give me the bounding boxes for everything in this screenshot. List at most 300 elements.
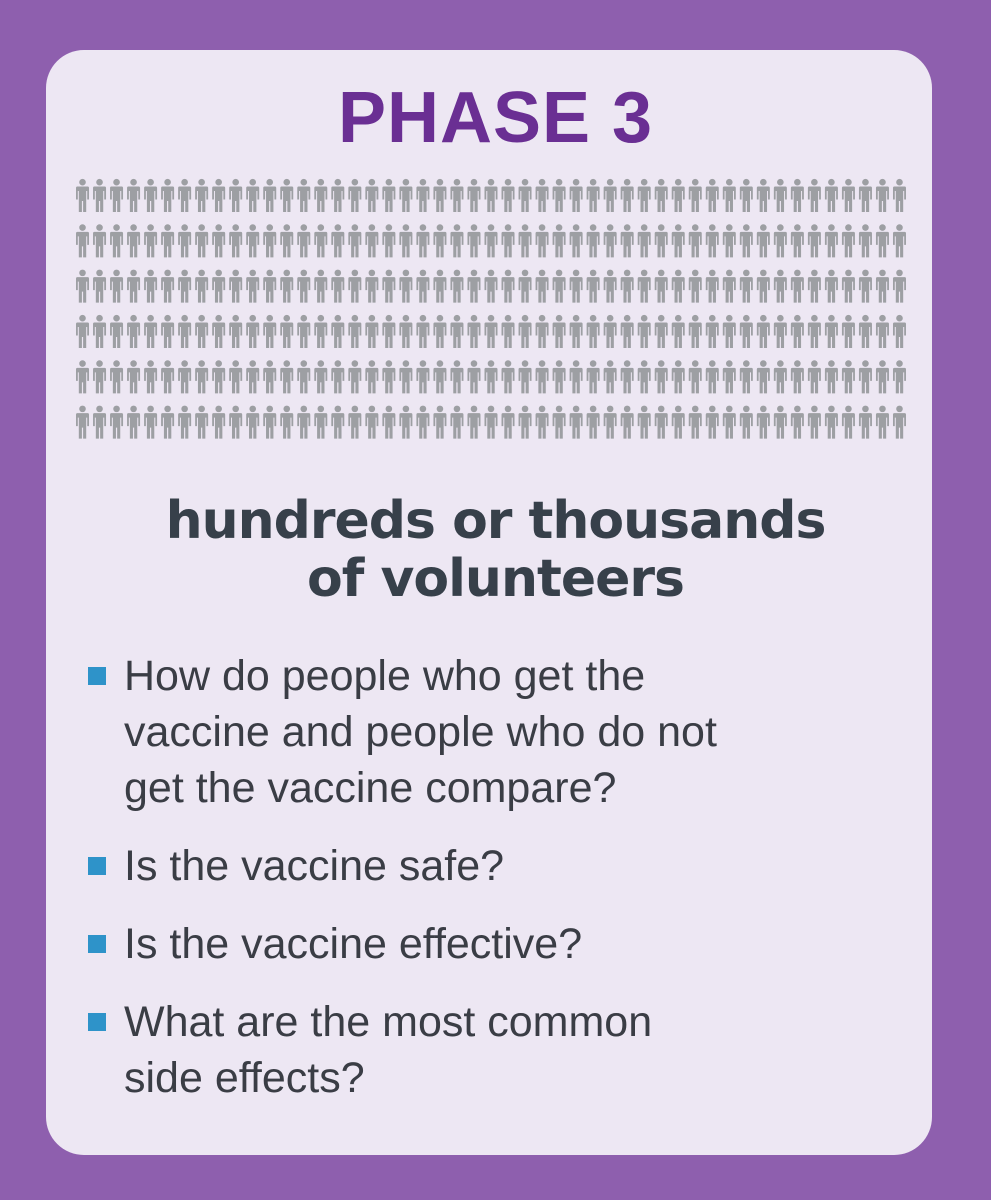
person-icon bbox=[110, 315, 123, 348]
person-icon bbox=[280, 270, 293, 303]
person-icon bbox=[638, 224, 651, 257]
person-icon bbox=[842, 179, 855, 212]
person-icon bbox=[382, 406, 395, 439]
person-icon bbox=[229, 270, 242, 303]
person-icon bbox=[553, 406, 566, 439]
person-icon bbox=[570, 179, 583, 212]
person-icon bbox=[144, 224, 157, 257]
person-icon bbox=[433, 315, 446, 348]
person-icon bbox=[212, 315, 225, 348]
square-bullet-icon bbox=[88, 935, 106, 953]
person-icon bbox=[519, 360, 532, 393]
person-icon bbox=[893, 406, 906, 439]
person-icon bbox=[416, 270, 429, 303]
person-icon bbox=[655, 179, 668, 212]
question-text-line: get the vaccine compare? bbox=[124, 764, 617, 812]
person-icon bbox=[740, 270, 753, 303]
person-icon bbox=[638, 406, 651, 439]
person-icon bbox=[263, 270, 276, 303]
person-icon bbox=[553, 179, 566, 212]
person-icon bbox=[825, 315, 838, 348]
person-icon bbox=[110, 270, 123, 303]
person-icon bbox=[331, 406, 344, 439]
person-icon bbox=[757, 360, 770, 393]
person-icon bbox=[706, 270, 719, 303]
person-icon bbox=[110, 224, 123, 257]
person-icon bbox=[757, 179, 770, 212]
person-icon bbox=[144, 360, 157, 393]
person-icon bbox=[399, 315, 412, 348]
square-bullet-icon bbox=[88, 1013, 106, 1031]
person-icon bbox=[382, 360, 395, 393]
person-icon bbox=[655, 360, 668, 393]
person-icon bbox=[399, 406, 412, 439]
person-icon bbox=[825, 406, 838, 439]
person-icon bbox=[621, 270, 634, 303]
person-icon bbox=[450, 270, 463, 303]
person-icon bbox=[757, 224, 770, 257]
person-icon bbox=[280, 315, 293, 348]
person-icon bbox=[519, 224, 532, 257]
person-icon bbox=[740, 406, 753, 439]
person-icon bbox=[587, 224, 600, 257]
person-icon bbox=[365, 224, 378, 257]
question-text-line: Is the vaccine safe? bbox=[124, 842, 505, 890]
person-icon bbox=[621, 179, 634, 212]
question-item bbox=[86, 994, 916, 1106]
person-icon bbox=[144, 315, 157, 348]
person-icon bbox=[825, 224, 838, 257]
person-icon bbox=[93, 315, 106, 348]
person-icon bbox=[195, 360, 208, 393]
person-icon bbox=[859, 224, 872, 257]
person-icon bbox=[195, 270, 208, 303]
person-icon bbox=[280, 360, 293, 393]
person-icon bbox=[280, 179, 293, 212]
person-icon bbox=[246, 315, 259, 348]
person-icon bbox=[297, 179, 310, 212]
person-icon bbox=[570, 360, 583, 393]
person-icon bbox=[195, 224, 208, 257]
person-icon bbox=[93, 360, 106, 393]
person-icon bbox=[774, 406, 787, 439]
person-icon bbox=[467, 179, 480, 212]
person-icon bbox=[859, 179, 872, 212]
person-icon bbox=[536, 360, 549, 393]
person-icon bbox=[485, 315, 498, 348]
person-icon bbox=[587, 315, 600, 348]
person-icon bbox=[638, 179, 651, 212]
person-icon bbox=[689, 315, 702, 348]
person-icon bbox=[502, 224, 515, 257]
person-icon bbox=[467, 406, 480, 439]
person-icon bbox=[314, 179, 327, 212]
person-icon bbox=[757, 406, 770, 439]
person-icon bbox=[195, 179, 208, 212]
person-icon bbox=[893, 360, 906, 393]
person-icon bbox=[178, 315, 191, 348]
person-icon bbox=[740, 179, 753, 212]
person-icon bbox=[502, 315, 515, 348]
person-icon bbox=[331, 224, 344, 257]
person-icon bbox=[348, 179, 361, 212]
person-icon bbox=[450, 315, 463, 348]
person-icon bbox=[604, 315, 617, 348]
person-icon bbox=[110, 406, 123, 439]
person-icon bbox=[263, 224, 276, 257]
person-icon bbox=[604, 406, 617, 439]
person-icon bbox=[621, 360, 634, 393]
person-icon bbox=[536, 179, 549, 212]
people-grid-svg bbox=[74, 173, 908, 445]
square-bullet-icon bbox=[88, 857, 106, 875]
person-icon bbox=[893, 270, 906, 303]
person-icon bbox=[229, 315, 242, 348]
person-icon bbox=[536, 224, 549, 257]
person-icon bbox=[723, 315, 736, 348]
person-icon bbox=[655, 224, 668, 257]
person-icon bbox=[229, 360, 242, 393]
person-icon bbox=[297, 315, 310, 348]
person-icon bbox=[314, 315, 327, 348]
person-icon bbox=[621, 224, 634, 257]
person-icon bbox=[774, 315, 787, 348]
person-icon bbox=[689, 360, 702, 393]
person-icon bbox=[93, 224, 106, 257]
person-icon bbox=[893, 179, 906, 212]
person-icon bbox=[93, 179, 106, 212]
person-icon bbox=[314, 224, 327, 257]
person-icon bbox=[76, 224, 89, 257]
person-icon bbox=[161, 224, 174, 257]
person-icon bbox=[212, 179, 225, 212]
person-icon bbox=[246, 406, 259, 439]
person-icon bbox=[450, 179, 463, 212]
person-icon bbox=[723, 179, 736, 212]
person-icon bbox=[246, 179, 259, 212]
person-icon bbox=[178, 179, 191, 212]
person-icon bbox=[706, 315, 719, 348]
person-icon bbox=[876, 179, 889, 212]
person-icon bbox=[723, 224, 736, 257]
person-icon bbox=[791, 224, 804, 257]
person-icon bbox=[655, 406, 668, 439]
person-icon bbox=[93, 406, 106, 439]
person-icon bbox=[485, 179, 498, 212]
person-icon bbox=[467, 315, 480, 348]
person-icon bbox=[127, 179, 140, 212]
person-icon bbox=[519, 406, 532, 439]
person-icon bbox=[246, 360, 259, 393]
person-icon bbox=[621, 406, 634, 439]
person-icon bbox=[331, 270, 344, 303]
person-icon bbox=[587, 360, 600, 393]
person-icon bbox=[416, 406, 429, 439]
person-icon bbox=[297, 224, 310, 257]
person-icon bbox=[297, 360, 310, 393]
person-icon bbox=[416, 360, 429, 393]
person-icon bbox=[314, 270, 327, 303]
person-icon bbox=[365, 406, 378, 439]
person-icon bbox=[450, 406, 463, 439]
person-icon bbox=[859, 406, 872, 439]
person-icon bbox=[519, 179, 532, 212]
person-icon bbox=[416, 179, 429, 212]
person-icon bbox=[399, 270, 412, 303]
question-text-line: vaccine and people who do not bbox=[124, 708, 717, 756]
person-icon bbox=[195, 315, 208, 348]
person-icon bbox=[553, 270, 566, 303]
person-icon bbox=[178, 270, 191, 303]
person-icon bbox=[876, 270, 889, 303]
person-icon bbox=[519, 270, 532, 303]
person-icon bbox=[808, 360, 821, 393]
person-icon bbox=[348, 360, 361, 393]
person-icon bbox=[689, 224, 702, 257]
person-icon bbox=[740, 315, 753, 348]
person-icon bbox=[791, 315, 804, 348]
person-icon bbox=[689, 270, 702, 303]
volunteers-heading-line-1: hundreds or thousands bbox=[165, 491, 826, 551]
person-icon bbox=[467, 224, 480, 257]
person-icon bbox=[382, 224, 395, 257]
person-icon bbox=[791, 179, 804, 212]
person-icon bbox=[621, 315, 634, 348]
volunteers-heading-line-2: of volunteers bbox=[307, 549, 684, 609]
person-icon bbox=[740, 224, 753, 257]
person-icon bbox=[212, 406, 225, 439]
people-icon-grid bbox=[74, 173, 908, 445]
person-icon bbox=[655, 270, 668, 303]
person-icon bbox=[450, 360, 463, 393]
person-icon bbox=[485, 224, 498, 257]
person-icon bbox=[502, 270, 515, 303]
person-icon bbox=[144, 406, 157, 439]
person-icon bbox=[791, 270, 804, 303]
person-icon bbox=[229, 224, 242, 257]
person-icon bbox=[842, 315, 855, 348]
person-icon bbox=[127, 224, 140, 257]
person-icon bbox=[519, 315, 532, 348]
person-icon bbox=[757, 270, 770, 303]
person-icon bbox=[263, 360, 276, 393]
person-icon bbox=[706, 406, 719, 439]
person-icon bbox=[433, 360, 446, 393]
person-icon bbox=[365, 179, 378, 212]
person-icon bbox=[808, 270, 821, 303]
person-icon bbox=[604, 360, 617, 393]
person-icon bbox=[893, 315, 906, 348]
person-icon bbox=[127, 406, 140, 439]
person-icon bbox=[587, 270, 600, 303]
person-icon bbox=[110, 360, 123, 393]
person-icon bbox=[536, 406, 549, 439]
person-icon bbox=[433, 270, 446, 303]
person-icon bbox=[672, 315, 685, 348]
person-icon bbox=[672, 360, 685, 393]
person-icon bbox=[76, 406, 89, 439]
person-icon bbox=[263, 315, 276, 348]
person-icon bbox=[382, 270, 395, 303]
person-icon bbox=[723, 270, 736, 303]
person-icon bbox=[178, 224, 191, 257]
person-icon bbox=[774, 360, 787, 393]
person-icon bbox=[723, 406, 736, 439]
person-icon bbox=[570, 315, 583, 348]
person-icon bbox=[212, 360, 225, 393]
person-icon bbox=[689, 179, 702, 212]
person-icon bbox=[144, 270, 157, 303]
person-icon bbox=[604, 270, 617, 303]
person-icon bbox=[246, 270, 259, 303]
question-text-line: side effects? bbox=[124, 1054, 365, 1102]
person-icon bbox=[723, 360, 736, 393]
person-icon bbox=[246, 224, 259, 257]
person-icon bbox=[365, 270, 378, 303]
person-icon bbox=[842, 360, 855, 393]
person-icon bbox=[808, 315, 821, 348]
person-icon bbox=[161, 179, 174, 212]
question-text-line: Is the vaccine effective? bbox=[124, 920, 583, 968]
question-text-line: What are the most common bbox=[124, 998, 653, 1046]
person-icon bbox=[297, 406, 310, 439]
person-icon bbox=[297, 270, 310, 303]
person-icon bbox=[502, 360, 515, 393]
person-icon bbox=[485, 270, 498, 303]
person-icon bbox=[280, 224, 293, 257]
person-icon bbox=[757, 315, 770, 348]
person-icon bbox=[553, 224, 566, 257]
person-icon bbox=[433, 406, 446, 439]
person-icon bbox=[433, 179, 446, 212]
person-icon bbox=[706, 224, 719, 257]
questions-list bbox=[86, 648, 916, 1128]
person-icon bbox=[348, 406, 361, 439]
person-icon bbox=[604, 224, 617, 257]
question-item bbox=[86, 648, 916, 816]
person-icon bbox=[842, 406, 855, 439]
person-icon bbox=[76, 360, 89, 393]
person-icon bbox=[825, 360, 838, 393]
person-icon bbox=[808, 179, 821, 212]
person-icon bbox=[876, 315, 889, 348]
person-icon bbox=[212, 270, 225, 303]
person-icon bbox=[536, 315, 549, 348]
person-icon bbox=[859, 360, 872, 393]
person-icon bbox=[365, 360, 378, 393]
question-text-line: How do people who get the bbox=[124, 652, 646, 700]
person-icon bbox=[876, 360, 889, 393]
person-icon bbox=[570, 224, 583, 257]
person-icon bbox=[808, 224, 821, 257]
person-icon bbox=[433, 224, 446, 257]
person-icon bbox=[212, 224, 225, 257]
person-icon bbox=[280, 406, 293, 439]
person-icon bbox=[76, 315, 89, 348]
person-icon bbox=[536, 270, 549, 303]
person-icon bbox=[365, 315, 378, 348]
person-icon bbox=[161, 360, 174, 393]
person-icon bbox=[416, 224, 429, 257]
person-icon bbox=[553, 315, 566, 348]
person-icon bbox=[178, 360, 191, 393]
person-icon bbox=[263, 406, 276, 439]
person-icon bbox=[842, 270, 855, 303]
person-icon bbox=[348, 270, 361, 303]
question-item bbox=[86, 916, 916, 972]
person-icon bbox=[689, 406, 702, 439]
person-icon bbox=[382, 315, 395, 348]
person-icon bbox=[331, 315, 344, 348]
person-icon bbox=[110, 179, 123, 212]
person-icon bbox=[570, 406, 583, 439]
person-icon bbox=[161, 315, 174, 348]
person-icon bbox=[825, 179, 838, 212]
person-icon bbox=[587, 406, 600, 439]
person-icon bbox=[587, 179, 600, 212]
person-icon bbox=[399, 224, 412, 257]
person-icon bbox=[672, 179, 685, 212]
person-icon bbox=[672, 406, 685, 439]
person-icon bbox=[706, 179, 719, 212]
person-icon bbox=[570, 270, 583, 303]
person-icon bbox=[672, 224, 685, 257]
person-icon bbox=[399, 360, 412, 393]
person-icon bbox=[893, 224, 906, 257]
person-icon bbox=[825, 270, 838, 303]
person-icon bbox=[127, 270, 140, 303]
person-icon bbox=[127, 360, 140, 393]
person-icon bbox=[348, 224, 361, 257]
person-icon bbox=[161, 270, 174, 303]
person-icon bbox=[178, 406, 191, 439]
phase-title: PHASE 3 bbox=[337, 78, 654, 158]
person-icon bbox=[791, 406, 804, 439]
person-icon bbox=[382, 179, 395, 212]
person-icon bbox=[467, 360, 480, 393]
person-icon bbox=[195, 406, 208, 439]
person-icon bbox=[842, 224, 855, 257]
person-icon bbox=[502, 406, 515, 439]
person-icon bbox=[161, 406, 174, 439]
person-icon bbox=[638, 270, 651, 303]
person-icon bbox=[638, 360, 651, 393]
person-icon bbox=[791, 360, 804, 393]
person-icon bbox=[638, 315, 651, 348]
person-icon bbox=[76, 179, 89, 212]
person-icon bbox=[348, 315, 361, 348]
person-icon bbox=[450, 224, 463, 257]
person-icon bbox=[672, 270, 685, 303]
person-icon bbox=[314, 360, 327, 393]
person-icon bbox=[859, 315, 872, 348]
person-icon bbox=[876, 406, 889, 439]
person-icon bbox=[229, 406, 242, 439]
person-icon bbox=[485, 406, 498, 439]
person-icon bbox=[774, 224, 787, 257]
person-icon bbox=[467, 270, 480, 303]
person-icon bbox=[774, 179, 787, 212]
question-item bbox=[86, 838, 916, 894]
person-icon bbox=[76, 270, 89, 303]
person-icon bbox=[93, 270, 106, 303]
person-icon bbox=[502, 179, 515, 212]
square-bullet-icon bbox=[88, 667, 106, 685]
person-icon bbox=[655, 315, 668, 348]
person-icon bbox=[774, 270, 787, 303]
person-icon bbox=[876, 224, 889, 257]
person-icon bbox=[706, 360, 719, 393]
